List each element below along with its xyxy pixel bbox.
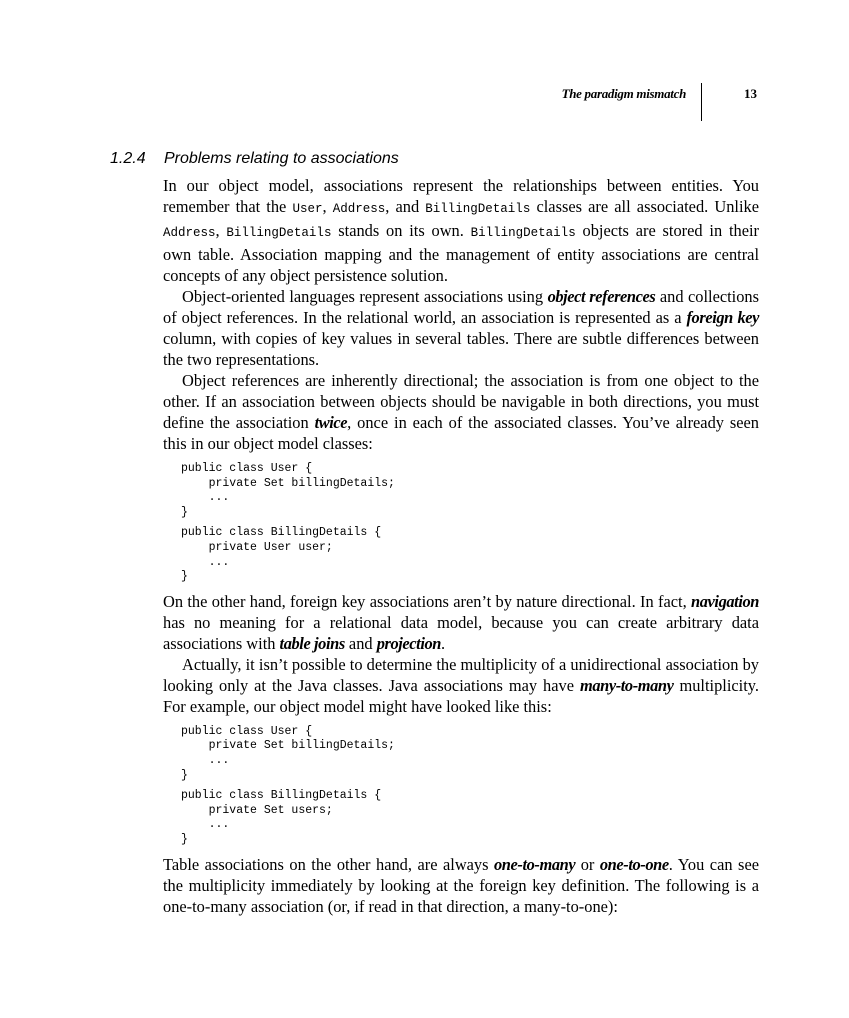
paragraph-associations-intro: [163, 175, 759, 286]
header-divider: [701, 83, 702, 121]
text-run: ,: [322, 197, 333, 216]
text-run: classes are all associated. Unlike: [530, 197, 759, 216]
emphasized-term: one-to-many: [494, 854, 576, 874]
code-line: private Set users;: [181, 803, 333, 817]
code-line: ...: [181, 555, 230, 569]
emphasized-term: one-to-one: [599, 854, 669, 874]
code-listing-many-to-many: [181, 725, 759, 848]
code-line: }: [181, 505, 188, 519]
emphasized-term: table joins: [279, 633, 345, 653]
code-line: }: [181, 832, 188, 846]
code-line: public class User {: [181, 724, 313, 738]
text-run: On the other hand, foreign key associations aren’t by nature directional. In fact,: [163, 591, 692, 611]
text-run: Actually, it isn’t possible to determine the multiplicity of a unidirectional association by looking only at the Java classes. Java associations may have: [163, 654, 759, 695]
inline-code: BillingDetails: [470, 226, 576, 240]
text-run: or: [575, 854, 600, 874]
page-number: 13: [744, 86, 757, 101]
code-line: private Set billingDetails;: [181, 739, 395, 753]
code-line: private Set billingDetails;: [181, 476, 395, 490]
text-run: and: [344, 633, 377, 653]
section-title: Problems relating to associations: [164, 150, 399, 167]
emphasized-term: foreign key: [686, 308, 759, 327]
text-run: ,: [215, 221, 227, 240]
code-line: public class BillingDetails {: [181, 526, 382, 540]
section-number: 1.2.4: [110, 150, 146, 167]
paragraph-foreign-keys: [163, 591, 759, 654]
emphasized-term: object references: [547, 287, 656, 306]
text-run: multiplicity. For example, our object model might have looked like this:: [163, 675, 760, 716]
code-line: }: [181, 570, 188, 584]
body-text: [163, 175, 759, 917]
text-run: Object references are inherently directional; the association is from one object to the other. If an association between objects should be navigable in both directions, you must define the association: [163, 371, 759, 432]
text-run: In our object model, associations represent the relationships between entities. You remember that the: [163, 176, 759, 216]
text-run: Object-oriented languages represent associations using: [182, 287, 548, 306]
text-run: has no meaning for a relational data model, because you can create arbitrary data associations with: [163, 612, 759, 653]
inline-code: Address: [163, 226, 216, 240]
code-listing-bidirectional: [181, 462, 759, 585]
paragraph-directional: [163, 370, 759, 454]
emphasized-term: navigation: [691, 591, 759, 611]
running-title: The paradigm mismatch: [561, 86, 686, 101]
emphasized-term: many-to-many: [579, 675, 674, 695]
inline-code: Address: [332, 202, 386, 216]
code-line: ...: [181, 818, 230, 832]
paragraph-object-references: [163, 286, 759, 370]
text-run: objects are stored in their own table. Association mapping and the management of entity associations are central concepts of any object persistence solution.: [163, 221, 760, 285]
code-line: }: [181, 768, 188, 782]
code-line: ...: [181, 491, 230, 505]
text-run: .: [441, 633, 446, 653]
code-line: public class User {: [181, 462, 313, 475]
text-run: stands on its own.: [331, 221, 471, 240]
text-run: and collections of object references. In the relational world, an association is represented as a: [163, 287, 759, 327]
code-line: public class BillingDetails {: [181, 789, 382, 803]
text-run: . You can see the multiplicity immediately by looking at the foreign key definition. The following is a one-to-many association (or, if read in that direction, a many-to-one):: [163, 854, 759, 916]
text-run: , and: [385, 197, 426, 216]
code-line: ...: [181, 753, 230, 767]
emphasized-term: twice: [314, 413, 348, 432]
inline-code: BillingDetails: [226, 226, 332, 240]
section-heading: [110, 150, 399, 168]
text-run: column, with copies of key values in several tables. There are subtle differences between the two representations.: [163, 329, 759, 369]
emphasized-term: projection: [376, 633, 441, 653]
code-line: private User user;: [181, 540, 333, 554]
text-run: , once in each of the associated classes. You’ve already seen this in our object model classes:: [163, 413, 760, 453]
inline-code: User: [292, 202, 323, 216]
text-run: Table associations on the other hand, are always: [163, 854, 495, 874]
running-header: [0, 83, 849, 123]
inline-code: BillingDetails: [425, 202, 531, 216]
paragraph-multiplicity: [163, 654, 759, 717]
paragraph-table-associations: [163, 854, 759, 917]
